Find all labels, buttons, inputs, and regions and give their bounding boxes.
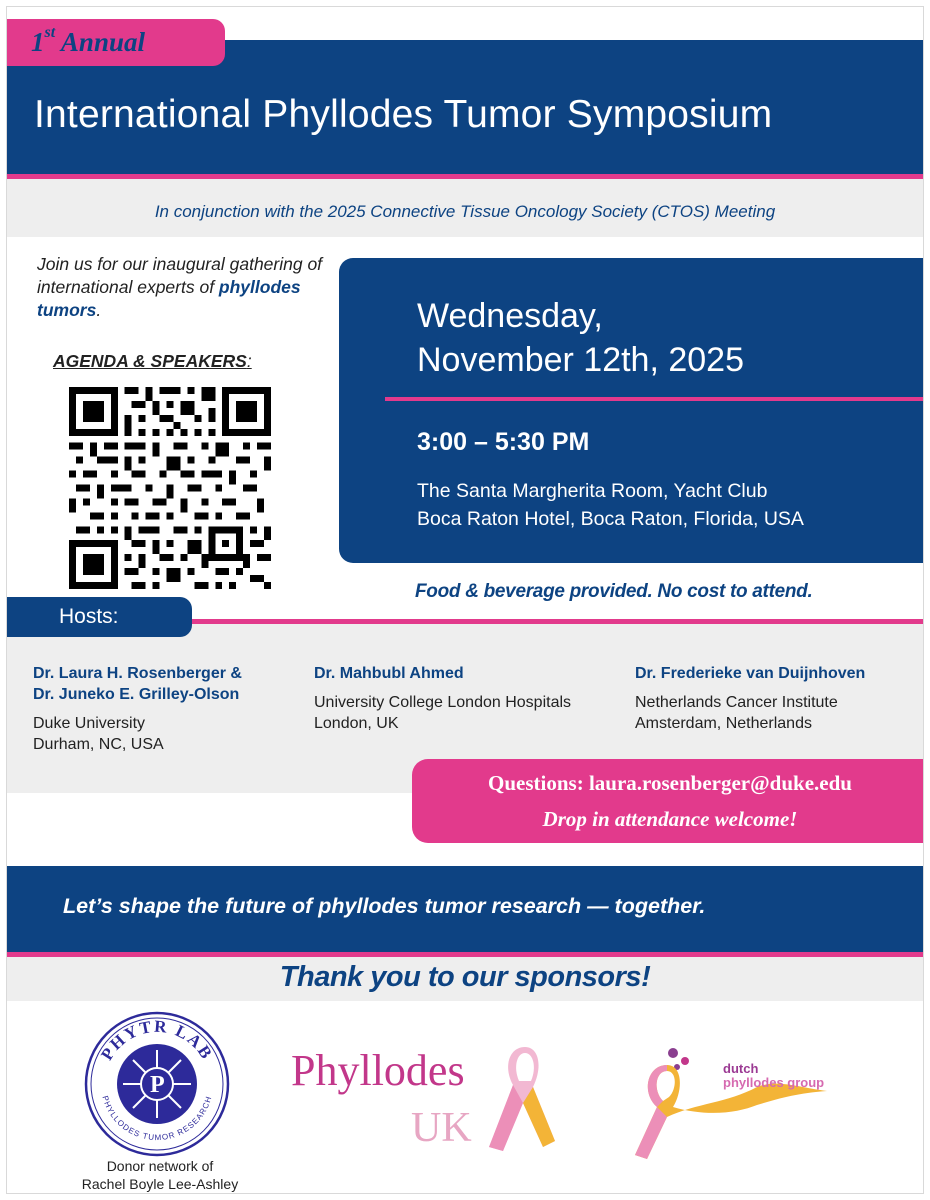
food-note: Food & beverage provided. No cost to attend. [415, 581, 813, 602]
qr-code[interactable] [69, 387, 271, 589]
svg-text:P: P [150, 1072, 165, 1098]
phyllodes-uk-logo [287, 1037, 557, 1157]
phytr-lab-logo [83, 1010, 231, 1158]
annual-badge [7, 19, 225, 66]
sponsors-heading: Thank you to our sponsors! [279, 961, 651, 993]
host-nki [635, 663, 865, 734]
host-name: Dr. Laura H. Rosenberger & [33, 665, 242, 682]
agenda-colon: : [246, 351, 252, 371]
venue-line2: Boca Raton Hotel, Boca Raton, Florida, USA [417, 508, 804, 530]
drop-in-note: Drop in attendance welcome! [542, 807, 798, 831]
host-location: Durham, NC, USA [33, 736, 164, 753]
intro-body: Join us for our inaugural gathering of international experts of [37, 254, 323, 297]
host-name: Dr. Mahbubl Ahmed [314, 665, 464, 682]
host-affiliation: University College London Hospitals [314, 694, 572, 711]
intro-highlight: phyllodes tumors [37, 277, 301, 320]
hosts-divider [187, 619, 923, 624]
host-location: London, UK [314, 715, 399, 732]
agenda-label [53, 351, 252, 372]
event-time: 3:00 – 5:30 PM [417, 428, 590, 456]
host-name: Dr. Frederieke van Duijnhoven [635, 665, 866, 682]
host-duke [33, 663, 242, 755]
donor-line1: Donor network of [106, 1158, 214, 1174]
questions-email[interactable]: Questions: laura.rosenberger@duke.edu [488, 771, 852, 795]
dutch-word1: dutch [723, 1061, 759, 1076]
uk-logo-word1: Phyllodes [291, 1046, 465, 1095]
host-location: Amsterdam, Netherlands [635, 715, 812, 732]
questions-box [412, 759, 924, 843]
agenda-text: AGENDA & SPEAKERS [53, 351, 247, 371]
intro-end: . [96, 300, 102, 320]
uk-logo-word2: UK [411, 1105, 472, 1151]
host-ucl [314, 663, 571, 734]
annual-word: Annual [55, 27, 145, 57]
event-venue [417, 477, 804, 533]
event-date [417, 294, 744, 382]
flyer-frame [6, 6, 924, 1194]
host-affiliation: Duke University [33, 715, 146, 732]
phytr-logo-ring: PHYLLODES TUMOR RESEARCH [100, 1094, 214, 1143]
host-affiliation: Netherlands Cancer Institute [635, 694, 838, 711]
conjunction-text: In conjunction with the 2025 Connective Tissue Oncology Society (CTOS) Meeting [154, 202, 776, 221]
annual-suffix: st [44, 24, 56, 41]
donor-caption [65, 1157, 255, 1193]
venue-line1: The Santa Margherita Room, Yacht Club [417, 480, 768, 502]
tagline-text: Let’s shape the future of phyllodes tumor research — together. [63, 894, 706, 918]
dutch-phyllodes-group-logo [627, 1043, 857, 1163]
dutch-word2: phyllodes group [723, 1075, 825, 1090]
host-name: Dr. Juneko E. Grilley-Olson [33, 686, 240, 703]
page-title: International Phyllodes Tumor Symposium [34, 93, 773, 136]
event-date-line1: Wednesday, [417, 297, 603, 335]
annual-number: 1 [31, 27, 45, 57]
date-divider [385, 397, 924, 401]
phytr-logo-title: PHYTR LAB [97, 1016, 217, 1064]
tagline-bar [7, 866, 923, 952]
hosts-heading: Hosts: [7, 597, 192, 637]
donor-line2: Rachel Boyle Lee-Ashley [81, 1176, 239, 1192]
event-details-panel [339, 258, 924, 563]
event-date-line2: November 12th, 2025 [417, 341, 744, 379]
intro-text [37, 253, 337, 322]
